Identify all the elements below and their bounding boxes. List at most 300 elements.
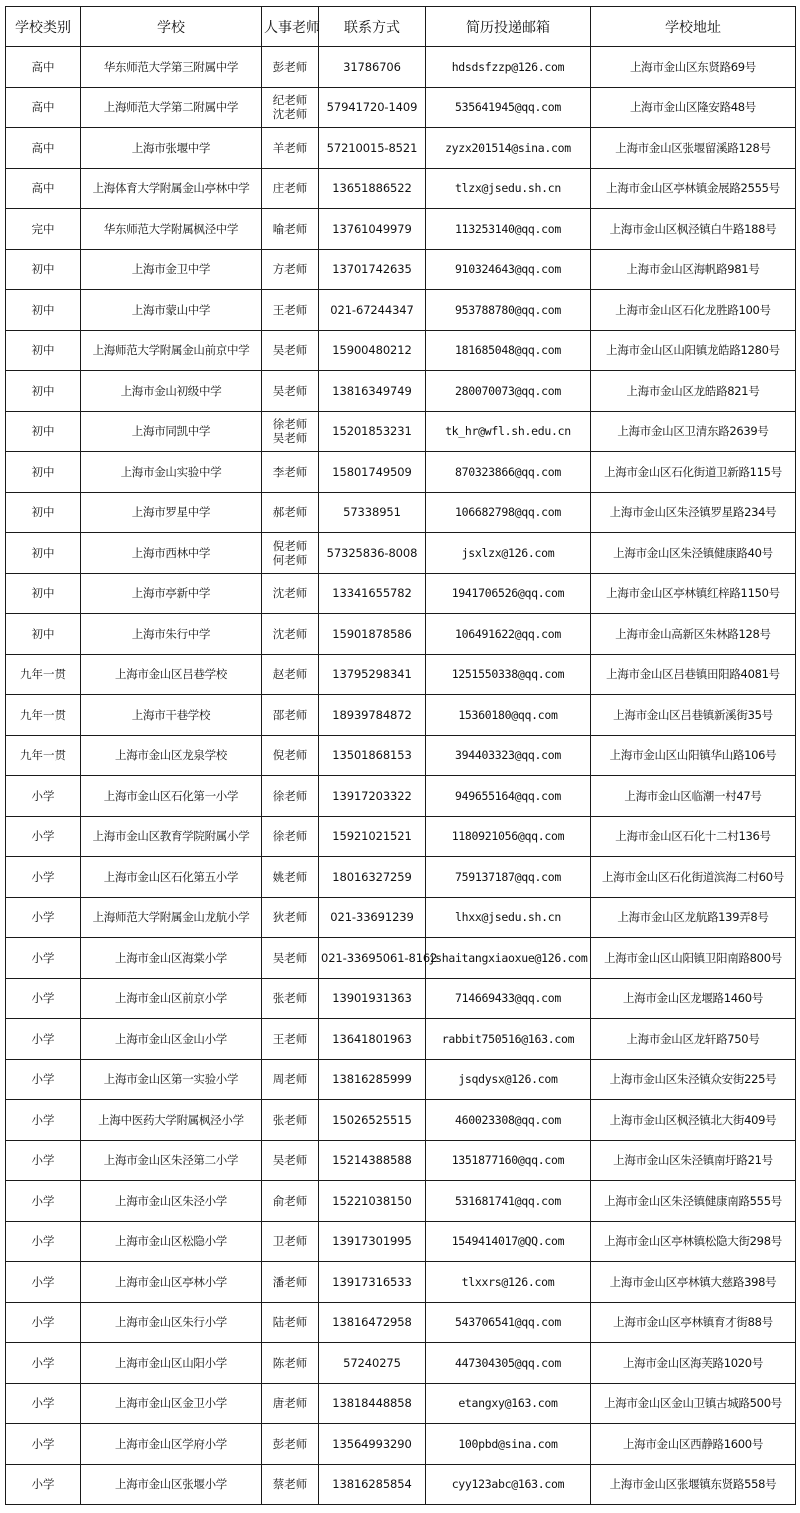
hr-teacher-name: 赵老师 (272, 667, 308, 682)
hr-teacher-name: 庄老师 (272, 181, 308, 196)
school-category-cell: 高中 (6, 128, 81, 169)
hr-teacher-cell (262, 1262, 319, 1303)
school-name-cell: 上海市金山初级中学 (81, 371, 262, 412)
hr-teacher-cell (262, 654, 319, 695)
hr-teacher-cell (262, 897, 319, 938)
school-name-cell: 上海市金山区学府小学 (81, 1424, 262, 1465)
phone-cell: 13816472958 (319, 1302, 426, 1343)
email-cell: 181685048@qq.com (426, 330, 591, 371)
school-category-cell: 初中 (6, 411, 81, 452)
phone-cell: 57941720-1409 (319, 87, 426, 128)
address-cell: 上海市金山区山阳镇卫阳南路800号 (591, 938, 796, 979)
hr-teacher-cell (262, 1343, 319, 1384)
school-name-cell: 上海市蒙山中学 (81, 290, 262, 331)
email-cell: jsqdysx@126.com (426, 1059, 591, 1100)
table-row (6, 1464, 796, 1505)
address-cell: 上海市金山区金山卫镇古城路500号 (591, 1383, 796, 1424)
school-name-cell: 上海市罗星中学 (81, 492, 262, 533)
email-cell: tlxxrs@126.com (426, 1262, 591, 1303)
hr-teacher-name: 羊老师 (272, 140, 308, 155)
address-cell: 上海市金山区亭林镇红梓路1150号 (591, 573, 796, 614)
school-name-cell: 上海市金山区第一实验小学 (81, 1059, 262, 1100)
hr-teacher-cell (262, 1221, 319, 1262)
school-category-cell: 小学 (6, 897, 81, 938)
table-row (6, 938, 796, 979)
table-row (6, 1302, 796, 1343)
address-cell: 上海市金山区龙堰路1460号 (591, 978, 796, 1019)
email-cell: 447304305@qq.com (426, 1343, 591, 1384)
school-name-cell: 上海师范大学第二附属中学 (81, 87, 262, 128)
email-cell: zyzx201514@sina.com (426, 128, 591, 169)
school-name-cell: 上海体育大学附属金山亭林中学 (81, 168, 262, 209)
address-cell: 上海市金山区龙航路139弄8号 (591, 897, 796, 938)
school-name-cell: 上海师范大学附属金山龙航小学 (81, 897, 262, 938)
school-category-cell: 小学 (6, 816, 81, 857)
school-category-cell: 小学 (6, 776, 81, 817)
school-category-cell: 初中 (6, 249, 81, 290)
phone-cell: 13917301995 (319, 1221, 426, 1262)
address-cell: 上海市金山区朱泾镇健康南路555号 (591, 1181, 796, 1222)
address-cell: 上海市金山区石化街道滨海二村60号 (591, 857, 796, 898)
email-cell: 1251550338@qq.com (426, 654, 591, 695)
hr-teacher-cell (262, 209, 319, 250)
school-name-cell: 上海市金山区吕巷学校 (81, 654, 262, 695)
address-cell: 上海市金山区枫泾镇白牛路188号 (591, 209, 796, 250)
email-cell: 1351877160@qq.com (426, 1140, 591, 1181)
school-category-cell: 初中 (6, 492, 81, 533)
school-category-cell: 小学 (6, 1464, 81, 1505)
school-category-cell: 小学 (6, 1140, 81, 1181)
school-name-cell: 上海市金山区教育学院附属小学 (81, 816, 262, 857)
hr-teacher-name: 吴老师 (272, 950, 308, 965)
phone-cell: 13641801963 (319, 1019, 426, 1060)
school-name-cell: 上海市西林中学 (81, 533, 262, 574)
school-name-cell: 上海市金山区龙泉学校 (81, 735, 262, 776)
phone-cell: 15900480212 (319, 330, 426, 371)
hr-teacher-cell (262, 695, 319, 736)
address-cell: 上海市金山区亭林镇育才街88号 (591, 1302, 796, 1343)
school-name-cell: 上海市金山区朱行小学 (81, 1302, 262, 1343)
email-cell: lhxx@jsedu.sh.cn (426, 897, 591, 938)
school-contact-table (5, 6, 796, 1505)
phone-cell: 15801749509 (319, 452, 426, 493)
address-cell: 上海市金山区朱泾镇罗星路234号 (591, 492, 796, 533)
table-row (6, 1343, 796, 1384)
email-cell: 394403323@qq.com (426, 735, 591, 776)
hr-teacher-name: 何老师 (272, 552, 308, 567)
hr-teacher-cell (262, 816, 319, 857)
email-cell: tk_hr@wfl.sh.edu.cn (426, 411, 591, 452)
header-email: 简历投递邮箱 (426, 7, 591, 47)
school-category-cell: 小学 (6, 978, 81, 1019)
phone-cell: 15901878586 (319, 614, 426, 655)
hr-teacher-name: 蔡老师 (272, 1477, 308, 1492)
hr-teacher-cell (262, 1383, 319, 1424)
school-category-cell: 小学 (6, 1262, 81, 1303)
hr-teacher-cell (262, 1464, 319, 1505)
address-cell: 上海市金山区石化街道卫新路115号 (591, 452, 796, 493)
email-cell: cyy123abc@163.com (426, 1464, 591, 1505)
address-cell: 上海市金山区海帆路981号 (591, 249, 796, 290)
hr-teacher-cell (262, 533, 319, 574)
hr-teacher-name: 唐老师 (272, 1396, 308, 1411)
table-row (6, 47, 796, 88)
hr-teacher-cell (262, 573, 319, 614)
phone-cell: 13564993290 (319, 1424, 426, 1465)
address-cell: 上海市金山区石化十二村136号 (591, 816, 796, 857)
table-row (6, 87, 796, 128)
hr-teacher-name: 吴老师 (272, 1153, 308, 1168)
hr-teacher-name: 吴老师 (272, 431, 308, 446)
phone-cell: 57338951 (319, 492, 426, 533)
table-row (6, 492, 796, 533)
table-row (6, 857, 796, 898)
school-category-cell: 小学 (6, 1059, 81, 1100)
school-name-cell: 上海市金山区石化第一小学 (81, 776, 262, 817)
email-cell: 106491622@qq.com (426, 614, 591, 655)
phone-cell: 18016327259 (319, 857, 426, 898)
address-cell: 上海市金山区吕巷镇新溪街35号 (591, 695, 796, 736)
header-school: 学校 (81, 7, 262, 47)
address-cell: 上海市金山区龙皓路821号 (591, 371, 796, 412)
hr-teacher-name: 方老师 (272, 262, 308, 277)
school-name-cell: 上海市张堰中学 (81, 128, 262, 169)
address-cell: 上海市金山区亭林镇松隐大街298号 (591, 1221, 796, 1262)
school-name-cell: 上海市金山区朱泾小学 (81, 1181, 262, 1222)
email-cell: etangxy@163.com (426, 1383, 591, 1424)
school-category-cell: 小学 (6, 1181, 81, 1222)
email-cell: 910324643@qq.com (426, 249, 591, 290)
table-body (6, 47, 796, 1505)
hr-teacher-name: 徐老师 (272, 829, 308, 844)
hr-teacher-name: 喻老师 (272, 221, 308, 236)
school-category-cell: 九年一贯 (6, 735, 81, 776)
school-category-cell: 九年一贯 (6, 654, 81, 695)
email-cell: 543706541@qq.com (426, 1302, 591, 1343)
school-name-cell: 上海市同凯中学 (81, 411, 262, 452)
hr-teacher-name: 彭老师 (272, 59, 308, 74)
address-cell: 上海市金山区枫泾镇北大街409号 (591, 1100, 796, 1141)
phone-cell: 57240275 (319, 1343, 426, 1384)
header-teacher: 人事老师 (262, 7, 319, 47)
email-cell: 531681741@qq.com (426, 1181, 591, 1222)
school-category-cell: 初中 (6, 330, 81, 371)
phone-cell: 13761049979 (319, 209, 426, 250)
email-cell: hdsdsfzzp@126.com (426, 47, 591, 88)
phone-cell: 13816285999 (319, 1059, 426, 1100)
email-cell: jshaitangxiaoxue@126.com (426, 938, 591, 979)
school-name-cell: 上海中医药大学附属枫泾小学 (81, 1100, 262, 1141)
school-category-cell: 小学 (6, 1302, 81, 1343)
hr-teacher-cell (262, 492, 319, 533)
hr-teacher-name: 张老师 (272, 991, 308, 1006)
email-cell: 535641945@qq.com (426, 87, 591, 128)
school-name-cell: 上海市干巷学校 (81, 695, 262, 736)
phone-cell: 15026525515 (319, 1100, 426, 1141)
hr-teacher-cell (262, 371, 319, 412)
hr-teacher-name: 沈老师 (272, 626, 308, 641)
school-category-cell: 小学 (6, 938, 81, 979)
email-cell: 106682798@qq.com (426, 492, 591, 533)
hr-teacher-name: 沈老师 (272, 107, 308, 122)
hr-teacher-cell (262, 330, 319, 371)
hr-teacher-name: 狄老师 (272, 910, 308, 925)
phone-cell: 15201853231 (319, 411, 426, 452)
email-cell: 1549414017@QQ.com (426, 1221, 591, 1262)
table-header (6, 7, 796, 47)
school-category-cell: 小学 (6, 857, 81, 898)
school-name-cell: 上海市亭新中学 (81, 573, 262, 614)
hr-teacher-name: 徐老师 (272, 788, 308, 803)
school-category-cell: 小学 (6, 1019, 81, 1060)
address-cell: 上海市金山区亭林镇大慈路398号 (591, 1262, 796, 1303)
hr-teacher-cell (262, 1424, 319, 1465)
hr-teacher-name: 姚老师 (272, 869, 308, 884)
hr-teacher-cell (262, 735, 319, 776)
table-row (6, 614, 796, 655)
school-category-cell: 初中 (6, 290, 81, 331)
hr-teacher-cell (262, 776, 319, 817)
phone-cell: 57210015-8521 (319, 128, 426, 169)
hr-teacher-cell (262, 1302, 319, 1343)
hr-teacher-name: 徐老师 (272, 417, 308, 432)
email-cell: 460023308@qq.com (426, 1100, 591, 1141)
address-cell: 上海市金山区朱泾镇健康路40号 (591, 533, 796, 574)
hr-teacher-name: 潘老师 (272, 1274, 308, 1289)
phone-cell: 13816285854 (319, 1464, 426, 1505)
school-category-cell: 完中 (6, 209, 81, 250)
hr-teacher-cell (262, 87, 319, 128)
table-row (6, 128, 796, 169)
school-name-cell: 上海市金山区松隐小学 (81, 1221, 262, 1262)
table-row (6, 695, 796, 736)
hr-teacher-name: 彭老师 (272, 1436, 308, 1451)
email-cell: 113253140@qq.com (426, 209, 591, 250)
phone-cell: 021-33691239 (319, 897, 426, 938)
hr-teacher-name: 邵老师 (272, 707, 308, 722)
hr-teacher-cell (262, 1181, 319, 1222)
school-category-cell: 初中 (6, 573, 81, 614)
phone-cell: 021-67244347 (319, 290, 426, 331)
phone-cell: 13341655782 (319, 573, 426, 614)
table-row (6, 1059, 796, 1100)
email-cell: jsxlzx@126.com (426, 533, 591, 574)
email-cell: 15360180@qq.com (426, 695, 591, 736)
email-cell: 1941706526@qq.com (426, 573, 591, 614)
address-cell: 上海市金山区卫清东路2639号 (591, 411, 796, 452)
school-name-cell: 上海市朱行中学 (81, 614, 262, 655)
school-category-cell: 高中 (6, 168, 81, 209)
school-name-cell: 上海市金山区亭林小学 (81, 1262, 262, 1303)
email-cell: 870323866@qq.com (426, 452, 591, 493)
table-row (6, 330, 796, 371)
address-cell: 上海市金山区西静路1600号 (591, 1424, 796, 1465)
table-row (6, 978, 796, 1019)
address-cell: 上海市金山区朱泾镇众安街225号 (591, 1059, 796, 1100)
table-row (6, 1221, 796, 1262)
email-cell: 759137187@qq.com (426, 857, 591, 898)
email-cell: 1180921056@qq.com (426, 816, 591, 857)
hr-teacher-name: 卫老师 (272, 1234, 308, 1249)
school-name-cell: 上海市金山区金山小学 (81, 1019, 262, 1060)
table-row (6, 209, 796, 250)
school-name-cell: 上海市金山区海棠小学 (81, 938, 262, 979)
school-name-cell: 上海市金山区金卫小学 (81, 1383, 262, 1424)
school-category-cell: 九年一贯 (6, 695, 81, 736)
school-name-cell: 上海市金山区山阳小学 (81, 1343, 262, 1384)
address-cell: 上海市金山区隆安路48号 (591, 87, 796, 128)
email-cell: rabbit750516@163.com (426, 1019, 591, 1060)
phone-cell: 15221038150 (319, 1181, 426, 1222)
hr-teacher-name: 陈老师 (272, 1355, 308, 1370)
hr-teacher-cell (262, 290, 319, 331)
hr-teacher-name: 倪老师 (272, 748, 308, 763)
school-category-cell: 高中 (6, 47, 81, 88)
phone-cell: 13795298341 (319, 654, 426, 695)
phone-cell: 13501868153 (319, 735, 426, 776)
school-name-cell: 上海市金山区石化第五小学 (81, 857, 262, 898)
hr-teacher-name: 俞老师 (272, 1193, 308, 1208)
school-category-cell: 小学 (6, 1383, 81, 1424)
hr-teacher-name: 郝老师 (272, 505, 308, 520)
table-row (6, 290, 796, 331)
school-name-cell: 华东师范大学第三附属中学 (81, 47, 262, 88)
hr-teacher-name: 李老师 (272, 464, 308, 479)
school-name-cell: 上海市金山实验中学 (81, 452, 262, 493)
phone-cell: 15214388588 (319, 1140, 426, 1181)
hr-teacher-name: 沈老师 (272, 586, 308, 601)
phone-cell: 13816349749 (319, 371, 426, 412)
hr-teacher-name: 吴老师 (272, 383, 308, 398)
school-category-cell: 小学 (6, 1100, 81, 1141)
school-category-cell: 初中 (6, 533, 81, 574)
hr-teacher-cell (262, 452, 319, 493)
email-cell: 714669433@qq.com (426, 978, 591, 1019)
header-row (6, 7, 796, 47)
email-cell: 953788780@qq.com (426, 290, 591, 331)
hr-teacher-cell (262, 128, 319, 169)
email-cell: 100pbd@sina.com (426, 1424, 591, 1465)
table-row (6, 452, 796, 493)
phone-cell: 31786706 (319, 47, 426, 88)
address-cell: 上海市金山高新区朱林路128号 (591, 614, 796, 655)
hr-teacher-name: 陆老师 (272, 1315, 308, 1330)
school-category-cell: 初中 (6, 614, 81, 655)
phone-cell: 18939784872 (319, 695, 426, 736)
school-category-cell: 高中 (6, 87, 81, 128)
phone-cell: 13901931363 (319, 978, 426, 1019)
school-category-cell: 小学 (6, 1221, 81, 1262)
hr-teacher-cell (262, 978, 319, 1019)
hr-teacher-cell (262, 1100, 319, 1141)
school-name-cell: 华东师范大学附属枫泾中学 (81, 209, 262, 250)
table-row (6, 573, 796, 614)
address-cell: 上海市金山区山阳镇华山路106号 (591, 735, 796, 776)
table-row (6, 1181, 796, 1222)
phone-cell: 021-33695061-8162 (319, 938, 426, 979)
table-row (6, 1140, 796, 1181)
table-row (6, 1424, 796, 1465)
phone-cell: 13917316533 (319, 1262, 426, 1303)
email-cell: tlzx@jsedu.sh.cn (426, 168, 591, 209)
table-row (6, 776, 796, 817)
email-cell: 280070073@qq.com (426, 371, 591, 412)
hr-teacher-cell (262, 857, 319, 898)
hr-teacher-cell (262, 249, 319, 290)
table-row (6, 1019, 796, 1060)
table-row (6, 168, 796, 209)
address-cell: 上海市金山区吕巷镇田阳路4081号 (591, 654, 796, 695)
table-row (6, 897, 796, 938)
address-cell: 上海市金山区亭林镇金展路2555号 (591, 168, 796, 209)
hr-teacher-cell (262, 168, 319, 209)
table-row (6, 1383, 796, 1424)
address-cell: 上海市金山区临潮一村47号 (591, 776, 796, 817)
table-row (6, 735, 796, 776)
header-address: 学校地址 (591, 7, 796, 47)
hr-teacher-cell (262, 938, 319, 979)
phone-cell: 57325836-8008 (319, 533, 426, 574)
school-name-cell: 上海市金卫中学 (81, 249, 262, 290)
hr-teacher-name: 周老师 (272, 1072, 308, 1087)
table-row (6, 371, 796, 412)
phone-cell: 13651886522 (319, 168, 426, 209)
header-phone: 联系方式 (319, 7, 426, 47)
phone-cell: 13917203322 (319, 776, 426, 817)
school-category-cell: 初中 (6, 452, 81, 493)
header-category: 学校类别 (6, 7, 81, 47)
table-row (6, 411, 796, 452)
phone-cell: 13701742635 (319, 249, 426, 290)
table-row (6, 1100, 796, 1141)
table-row (6, 654, 796, 695)
hr-teacher-cell (262, 614, 319, 655)
hr-teacher-name: 王老师 (272, 1031, 308, 1046)
phone-cell: 13818448858 (319, 1383, 426, 1424)
hr-teacher-name: 王老师 (272, 302, 308, 317)
school-name-cell: 上海市金山区张堰小学 (81, 1464, 262, 1505)
address-cell: 上海市金山区山阳镇龙皓路1280号 (591, 330, 796, 371)
school-category-cell: 小学 (6, 1343, 81, 1384)
school-category-cell: 小学 (6, 1424, 81, 1465)
table-row (6, 816, 796, 857)
table-row (6, 1262, 796, 1303)
hr-teacher-cell (262, 47, 319, 88)
hr-teacher-cell (262, 411, 319, 452)
hr-teacher-cell (262, 1059, 319, 1100)
school-name-cell: 上海市金山区朱泾第二小学 (81, 1140, 262, 1181)
table-row (6, 249, 796, 290)
hr-teacher-name: 倪老师 (272, 538, 308, 553)
hr-teacher-name: 张老师 (272, 1112, 308, 1127)
address-cell: 上海市金山区张堰留溪路128号 (591, 128, 796, 169)
address-cell: 上海市金山区张堰镇东贤路558号 (591, 1464, 796, 1505)
phone-cell: 15921021521 (319, 816, 426, 857)
address-cell: 上海市金山区海芙路1020号 (591, 1343, 796, 1384)
hr-teacher-cell (262, 1019, 319, 1060)
school-name-cell: 上海市金山区前京小学 (81, 978, 262, 1019)
table-row (6, 533, 796, 574)
hr-teacher-name: 纪老师 (272, 93, 308, 108)
hr-teacher-name: 吴老师 (272, 343, 308, 358)
school-name-cell: 上海师范大学附属金山前京中学 (81, 330, 262, 371)
address-cell: 上海市金山区东贤路69号 (591, 47, 796, 88)
hr-teacher-cell (262, 1140, 319, 1181)
school-category-cell: 初中 (6, 371, 81, 412)
email-cell: 949655164@qq.com (426, 776, 591, 817)
address-cell: 上海市金山区朱泾镇南圩路21号 (591, 1140, 796, 1181)
address-cell: 上海市金山区龙轩路750号 (591, 1019, 796, 1060)
